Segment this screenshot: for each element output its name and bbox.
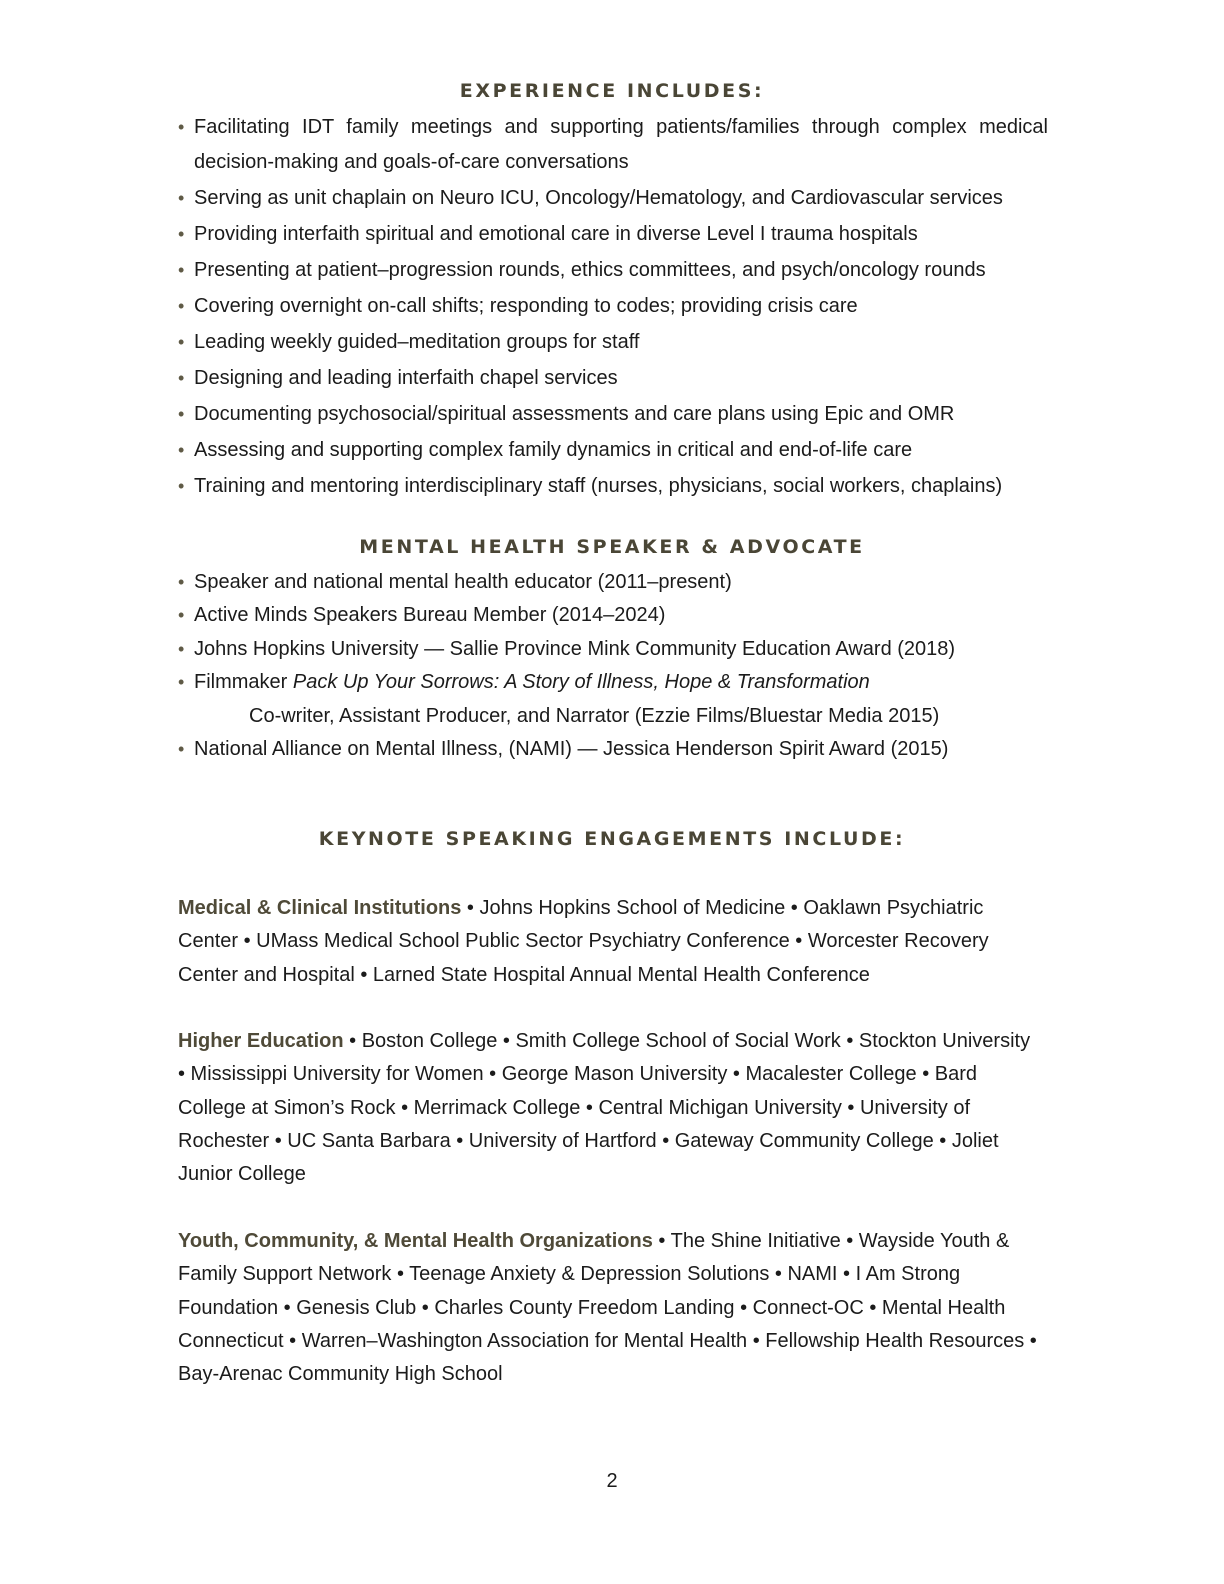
category-label: Higher Education	[178, 1030, 344, 1052]
bullet-icon: •	[178, 572, 185, 592]
mental-health-list	[178, 566, 1048, 766]
list-item: • Documenting psychosocial/spiritual assessments and care plans using Epic and OMR	[178, 397, 1048, 432]
bullet-icon: •	[178, 476, 185, 496]
list-item: • Assessing and supporting complex family dynamics in critical and end-of-life care	[178, 433, 1048, 468]
list-item: • Serving as unit chaplain on Neuro ICU, Oncology/Hematology, and Cardiovascular services	[178, 181, 1048, 216]
list-item: • Active Minds Speakers Bureau Member (2014–2024)	[178, 599, 1048, 632]
experience-heading: EXPERIENCE INCLUDES:	[459, 80, 765, 102]
bullet-icon: •	[178, 224, 185, 244]
bullet-icon: •	[178, 117, 185, 137]
bullet-icon: •	[178, 404, 185, 424]
bullet-icon: •	[178, 296, 185, 316]
bullet-icon: •	[178, 260, 185, 280]
list-item: • Leading weekly guided–meditation groups for staff	[178, 325, 1048, 360]
keynote-group-community	[178, 1225, 1038, 1391]
category-label: Youth, Community, & Mental Health Organizations	[178, 1230, 653, 1252]
keynote-group-medical	[178, 892, 1038, 992]
list-item: • Training and mentoring interdisciplinary staff (nurses, physicians, social workers, chaplains)	[178, 469, 1048, 504]
venue-list: • Boston College • Smith College School of Social Work • Stockton University • Mississippi University for Women • George Mason University • Macalester College • Bard College at Simon’s Rock • Merrimack College • Central Michigan University • University of Rochester • UC Santa Barbara • University of Hartford • Gateway Community College • Joliet Junior College	[178, 1030, 1031, 1186]
bullet-icon: •	[178, 672, 185, 693]
list-item: • National Alliance on Mental Illness, (NAMI) — Jessica Henderson Spirit Award (2015)	[178, 733, 1048, 766]
bullet-icon: •	[178, 605, 185, 626]
mental-health-heading: MENTAL HEALTH SPEAKER & ADVOCATE	[359, 536, 865, 558]
bullet-icon: •	[178, 332, 185, 352]
list-item	[178, 666, 1048, 733]
bullet-icon: •	[178, 368, 185, 388]
bullet-icon: •	[178, 440, 185, 460]
bullet-icon: •	[178, 739, 185, 760]
list-item: • Providing interfaith spiritual and emotional care in diverse Level I trauma hospitals	[178, 217, 1048, 252]
venue-list: • The Shine Initiative • Wayside Youth & Family Support Network • Teenage Anxiety & Depression Solutions • NAMI • I Am Strong Foundation • Genesis Club • Charles County Freedom Landing • Connect-OC • Mental Health Connecticut • Warren–Washington Association for Mental Health • Fellowship Health Resources • Bay-Arenac Community High School	[178, 1230, 1037, 1386]
list-item: • Facilitating IDT family meetings and supporting patients/families through complex medical decision-making and goals-of-care conversations	[178, 110, 1048, 180]
keynote-heading: KEYNOTE SPEAKING ENGAGEMENTS INCLUDE:	[318, 828, 906, 850]
list-item: • Presenting at patient–progression rounds, ethics committees, and psych/oncology rounds	[178, 253, 1048, 288]
category-label: Medical & Clinical Institutions	[178, 897, 462, 919]
film-credit: Co-writer, Assistant Producer, and Narrator (Ezzie Films/Bluestar Media 2015)	[249, 704, 940, 727]
list-item: • Speaker and national mental health educator (2011–present)	[178, 566, 1048, 599]
film-prefix: Filmmaker	[194, 671, 293, 694]
page-number: 2	[606, 1470, 618, 1492]
film-title: Pack Up Your Sorrows: A Story of Illness, Hope & Transformation	[292, 671, 870, 694]
bullet-icon: •	[178, 188, 185, 208]
experience-list	[178, 110, 1048, 505]
list-item: • Designing and leading interfaith chapel services	[178, 361, 1048, 396]
list-item: • Covering overnight on-call shifts; responding to codes; providing crisis care	[178, 289, 1048, 324]
keynote-group-higher-ed	[178, 1025, 1038, 1191]
bullet-icon: •	[178, 638, 185, 659]
venue-list: • Johns Hopkins School of Medicine • Oaklawn Psychiatric Center • UMass Medical School Public Sector Psychiatry Conference • Worcester Recovery Center and Hospital • Larned State Hospital Annual Mental Health Conference	[178, 897, 989, 986]
list-item: • Johns Hopkins University — Sallie Province Mink Community Education Award (2018)	[178, 633, 1048, 666]
